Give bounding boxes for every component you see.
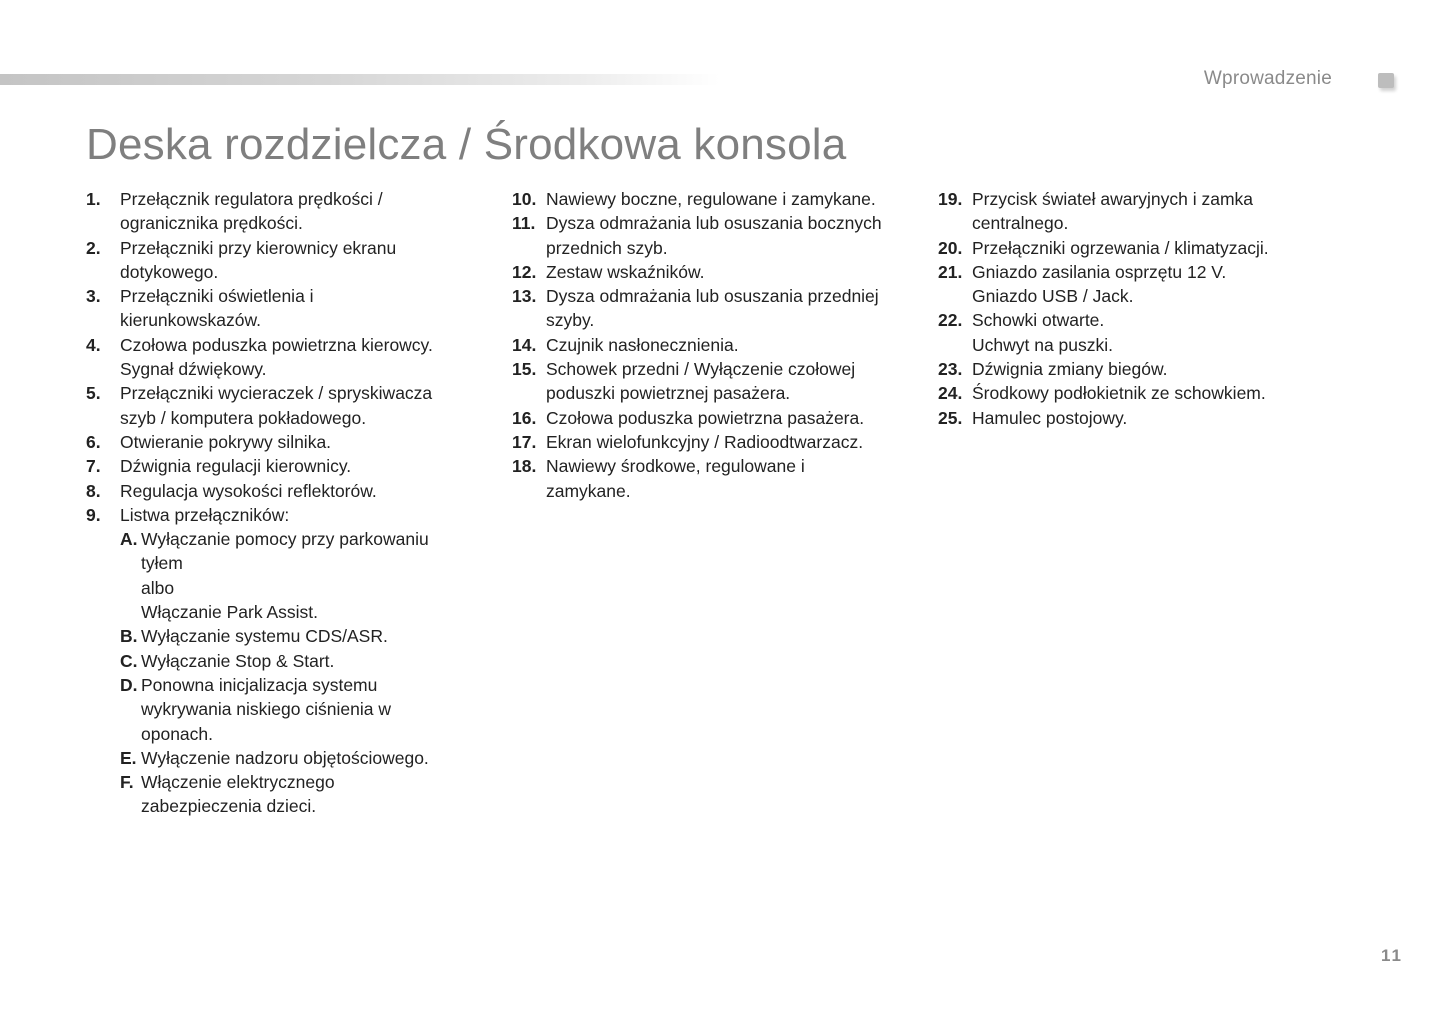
item-number: 16. bbox=[512, 407, 537, 428]
item-number: 3. bbox=[86, 286, 101, 307]
sub-item-text: Wyłączenie nadzoru objętościowego. bbox=[141, 747, 429, 768]
item-number: 5. bbox=[86, 383, 101, 404]
item-number: 8. bbox=[86, 480, 101, 501]
sub-list-item bbox=[120, 624, 486, 648]
item-number: 18. bbox=[512, 456, 537, 477]
page-number: 11 bbox=[1381, 946, 1403, 965]
header-gradient-bar bbox=[0, 74, 720, 85]
item-number: 21. bbox=[938, 261, 963, 282]
item-text: Nawiewy boczne, regulowane i zamykane. bbox=[546, 189, 876, 209]
item-number: 13. bbox=[512, 286, 537, 307]
sub-list-item bbox=[120, 770, 486, 819]
sub-item-letter: A. bbox=[120, 529, 138, 550]
item-number: 10. bbox=[512, 189, 537, 209]
item-text: Przełączniki przy kierownicy ekranu dotykowego. bbox=[120, 237, 397, 282]
item-text: Dysza odmrażania lub osuszania przedniej szyby. bbox=[546, 286, 879, 331]
sub-item-text: Wyłączanie pomocy przy parkowaniu tyłem albo Włączanie Park Assist. bbox=[141, 529, 429, 623]
sub-item-text: Wyłączanie Stop & Start. bbox=[141, 650, 335, 671]
sub-item-text: Wyłączanie systemu CDS/ASR. bbox=[141, 626, 388, 647]
item-text: Przełączniki wycieraczek / spryskiwacza szyb / komputera pokładowego. bbox=[120, 383, 433, 428]
sub-item-letter: B. bbox=[120, 626, 138, 647]
item-text: Hamulec postojowy. bbox=[972, 407, 1128, 428]
list-item bbox=[512, 357, 917, 406]
list-item bbox=[938, 381, 1338, 405]
list-item bbox=[938, 308, 1338, 357]
list-item bbox=[512, 211, 917, 260]
list-item bbox=[512, 454, 917, 503]
list-item bbox=[938, 406, 1338, 430]
item-text: Otwieranie pokrywy silnika. bbox=[120, 431, 332, 452]
list-item bbox=[86, 236, 486, 285]
item-number: 24. bbox=[938, 383, 963, 404]
list-item bbox=[512, 284, 917, 333]
item-text: Dźwignia regulacji kierownicy. bbox=[120, 456, 352, 477]
item-text: Przełącznik regulatora prędkości / ogranicznika prędkości. bbox=[120, 189, 383, 234]
list-item bbox=[86, 454, 486, 478]
item-number: 2. bbox=[86, 237, 101, 258]
item-number: 20. bbox=[938, 237, 963, 258]
list-item bbox=[512, 430, 917, 454]
item-text: Zestaw wskaźników. bbox=[546, 261, 705, 282]
list-item bbox=[938, 260, 1338, 309]
list-item bbox=[512, 187, 917, 211]
list-item bbox=[86, 503, 486, 819]
item-number: 23. bbox=[938, 359, 963, 380]
item-text: Schowki otwarte. Uchwyt na puszki. bbox=[972, 310, 1114, 355]
list-item bbox=[86, 381, 486, 430]
item-number: 1. bbox=[86, 189, 101, 209]
item-text: Czołowa poduszka powietrzna kierowcy. Sygnał dźwiękowy. bbox=[120, 334, 433, 380]
list-item bbox=[938, 357, 1338, 381]
list-item bbox=[938, 187, 1338, 236]
list-item bbox=[938, 236, 1338, 260]
item-text: Dysza odmrażania lub osuszania bocznych przednich szyb. bbox=[546, 213, 882, 258]
sub-item-text: Włączenie elektrycznego zabezpieczenia dzieci. bbox=[141, 772, 335, 817]
list-column-1 bbox=[86, 187, 486, 819]
list-item bbox=[512, 333, 917, 357]
section-label: Wprowadzenie bbox=[1203, 68, 1332, 89]
item-number: 14. bbox=[512, 334, 537, 355]
sub-list-item bbox=[120, 746, 486, 770]
item-text: Dźwignia zmiany biegów. bbox=[972, 359, 1168, 380]
item-number: 7. bbox=[86, 456, 101, 477]
item-text: Czołowa poduszka powietrzna pasażera. bbox=[546, 407, 865, 428]
item-number: 12. bbox=[512, 261, 537, 282]
sub-item-letter: F. bbox=[120, 772, 134, 793]
item-number: 19. bbox=[938, 189, 963, 209]
list-item bbox=[86, 479, 486, 503]
item-text: Regulacja wysokości reflektorów. bbox=[120, 480, 377, 501]
item-number: 17. bbox=[512, 431, 537, 452]
sub-item-letter: E. bbox=[120, 747, 137, 768]
list-item bbox=[86, 333, 486, 382]
item-text: Przełączniki ogrzewania / klimatyzacji. bbox=[972, 237, 1269, 258]
sub-item-letter: D. bbox=[120, 674, 138, 695]
item-number: 22. bbox=[938, 310, 963, 331]
item-text: Listwa przełączników: A. Wyłączanie pomocy przy parkowaniu tyłem albo Włączanie Park Assist. B. Wyłączanie systemu CDS/ASR. C. Wyłączanie Stop & Start. D. Ponowna inicjalizacja systemu wykrywania niskiego ciśnienia w oponach. E. Wyłączenie nadzoru objętościowego. F. Włączenie elektrycznego zabezpieczenia dzieci. bbox=[120, 503, 486, 819]
list-item bbox=[512, 260, 917, 284]
item-number: 25. bbox=[938, 407, 963, 428]
sub-item-text: Ponowna inicjalizacja systemu wykrywania niskiego ciśnienia w oponach. bbox=[141, 674, 391, 744]
item-number: 11. bbox=[512, 213, 536, 234]
list-item bbox=[86, 187, 486, 236]
item-text: Gniazdo zasilania osprzętu 12 V. Gniazdo USB / Jack. bbox=[972, 261, 1227, 307]
sub-list-item bbox=[120, 649, 486, 673]
sub-list-item bbox=[120, 673, 486, 746]
item-text: Ekran wielofunkcyjny / Radioodtwarzacz. bbox=[546, 431, 864, 452]
item-text: Nawiewy środkowe, regulowane i zamykane. bbox=[546, 456, 805, 501]
list-column-2 bbox=[512, 187, 917, 503]
item-text: Schowek przedni / Wyłączenie czołowej poduszki powietrznej pasażera. bbox=[546, 359, 856, 404]
item-number: 15. bbox=[512, 359, 537, 380]
list-item bbox=[512, 406, 917, 430]
item-number: 6. bbox=[86, 431, 101, 452]
list-item bbox=[86, 430, 486, 454]
item-text: Przycisk świateł awaryjnych i zamka centralnego. bbox=[972, 189, 1254, 234]
sub-item-letter: C. bbox=[120, 650, 138, 671]
page-title: Deska rozdzielcza / Środkowa konsola bbox=[86, 120, 847, 169]
list-column-3 bbox=[938, 187, 1338, 430]
item-text: Środkowy podłokietnik ze schowkiem. bbox=[972, 383, 1266, 404]
item-text: Czujnik nasłonecznienia. bbox=[546, 334, 739, 355]
grey-square-tab-icon bbox=[1378, 73, 1394, 88]
sub-list-item bbox=[120, 527, 486, 624]
item-number: 9. bbox=[86, 504, 101, 525]
item-text: Przełączniki oświetlenia i kierunkowskazów. bbox=[120, 286, 314, 331]
list-item bbox=[86, 284, 486, 333]
item-number: 4. bbox=[86, 334, 101, 355]
